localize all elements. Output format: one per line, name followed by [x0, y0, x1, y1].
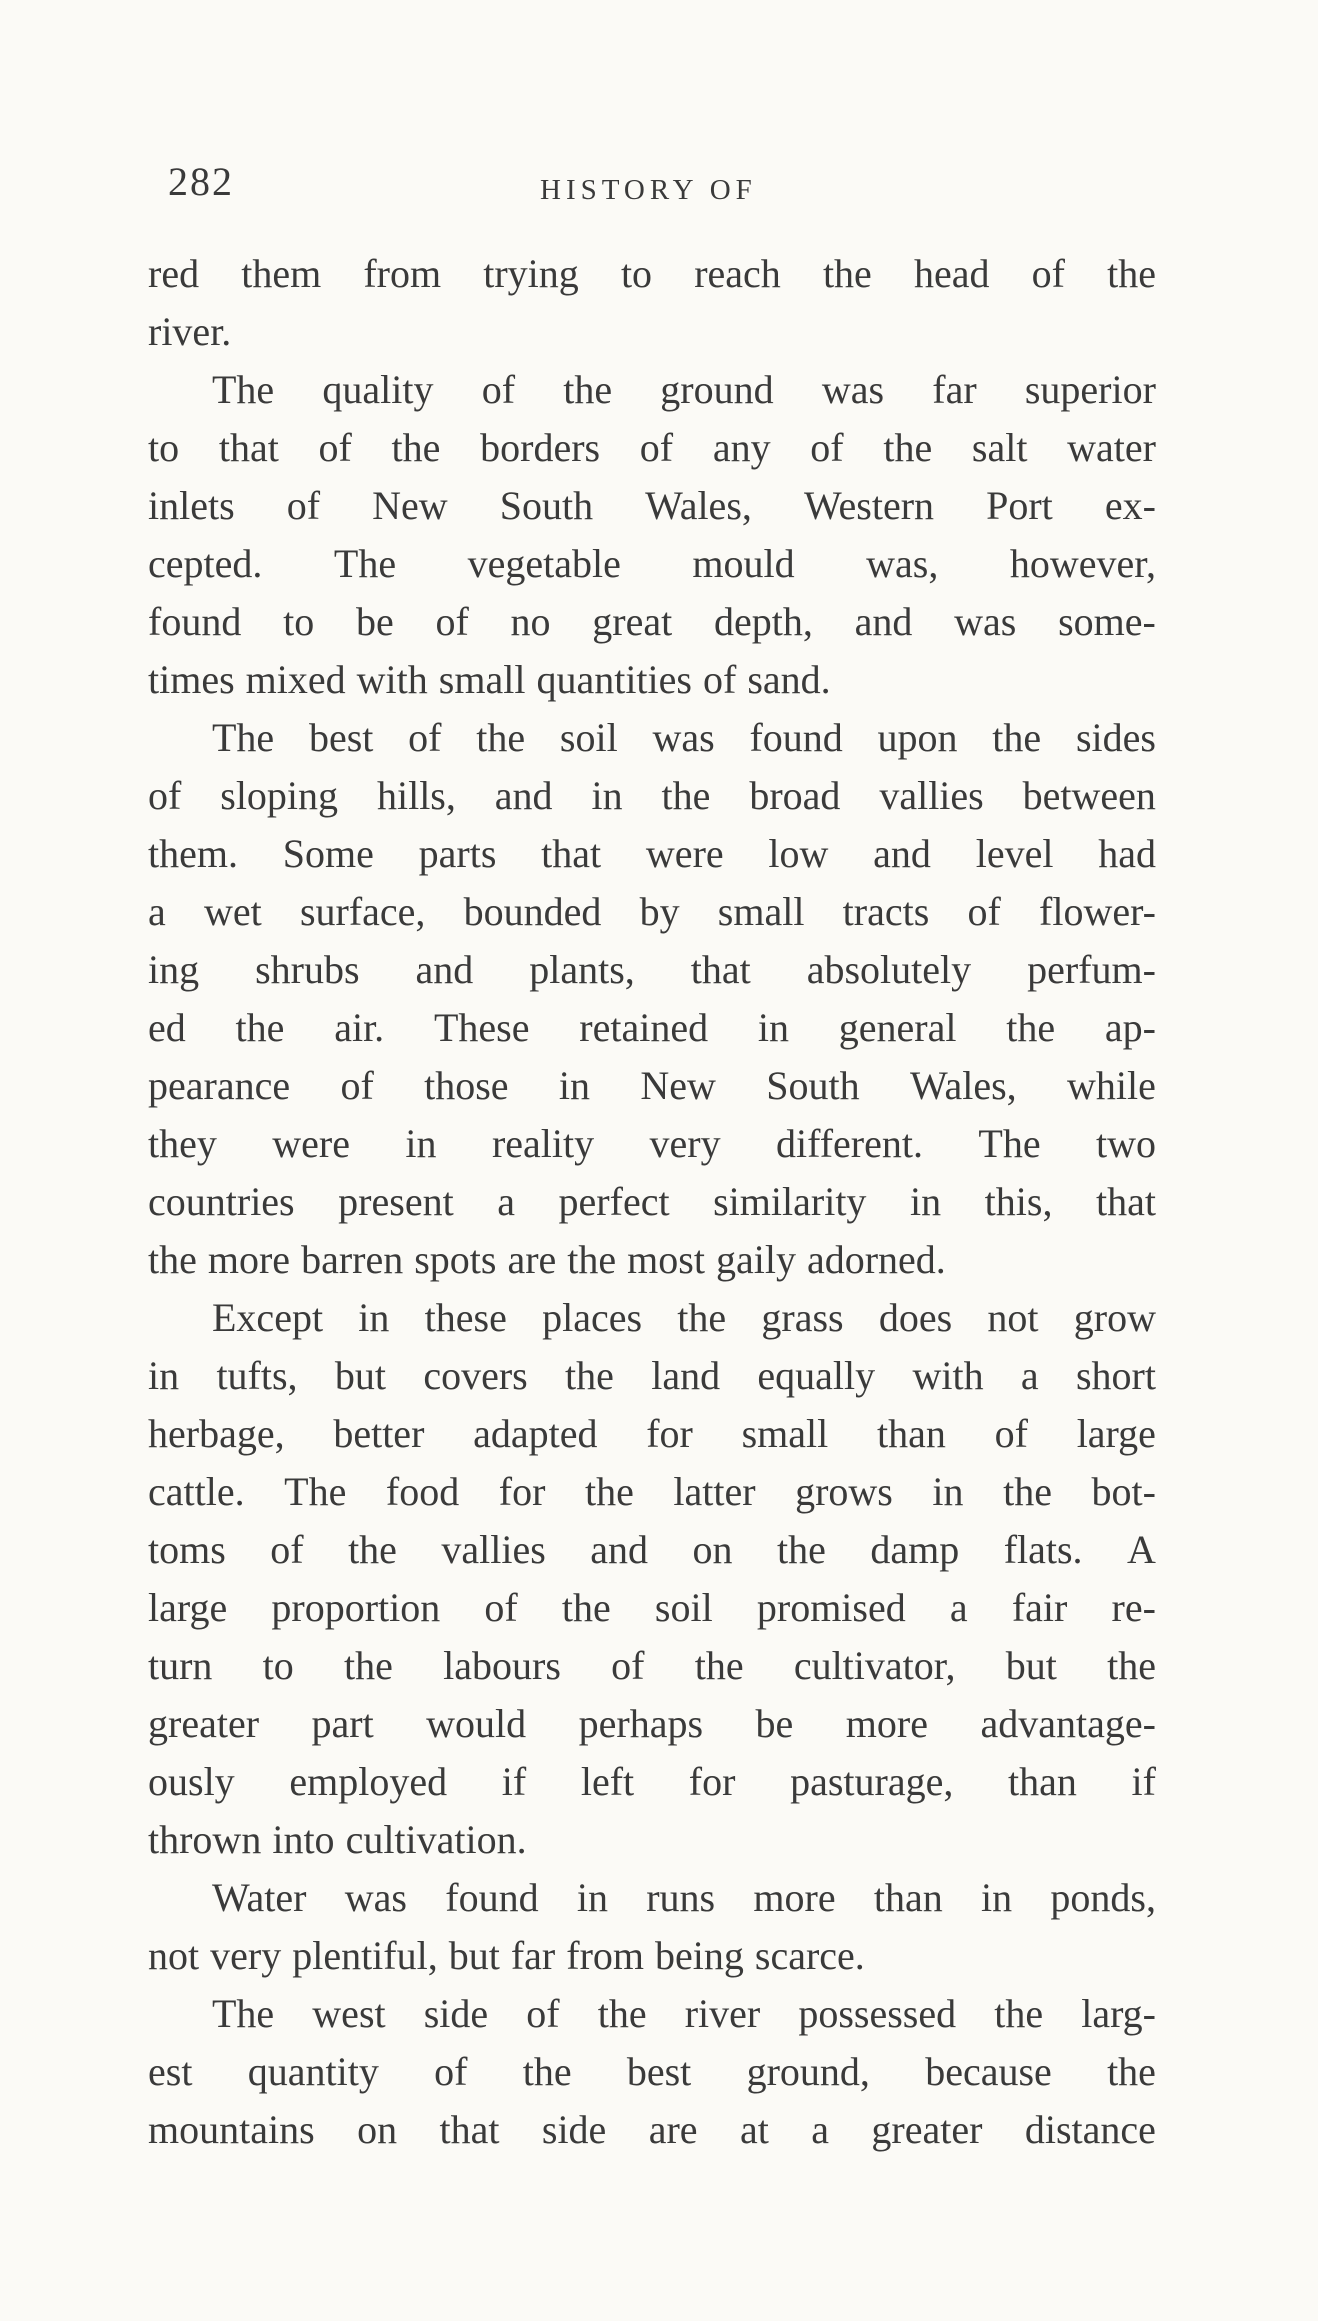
running-head: HISTORY OF	[540, 174, 757, 206]
text-line: est quantity of the best ground, because the	[148, 2049, 1156, 2094]
text-line: toms of the vallies and on the damp flats. A	[148, 1527, 1156, 1572]
text-line: cattle. The food for the latter grows in the bot-	[148, 1469, 1156, 1514]
text-line: river.	[148, 309, 232, 354]
text-line: found to be of no great depth, and was some-	[148, 599, 1156, 644]
text-line: times mixed with small quantities of sand.	[148, 657, 831, 702]
text-line: mountains on that side are at a greater distance	[148, 2107, 1156, 2152]
text-line: large proportion of the soil promised a fair re-	[148, 1585, 1156, 1630]
text-line: inlets of New South Wales, Western Port ex-	[148, 483, 1156, 528]
text-line: greater part would perhaps be more advantage-	[148, 1701, 1156, 1746]
text-line: ing shrubs and plants, that absolutely perfum-	[148, 947, 1156, 992]
page-number: 282	[168, 159, 234, 204]
text-line: a wet surface, bounded by small tracts of flower-	[148, 889, 1156, 934]
text-line: Water was found in runs more than in ponds,	[212, 1875, 1156, 1920]
text-line: the more barren spots are the most gaily adorned.	[148, 1237, 946, 1282]
text-line: The quality of the ground was far superior	[212, 367, 1156, 412]
text-line: ously employed if left for pasturage, than if	[148, 1759, 1156, 1804]
text-line: thrown into cultivation.	[148, 1817, 527, 1862]
text-line: herbage, better adapted for small than of large	[148, 1411, 1156, 1456]
text-line: The west side of the river possessed the larg-	[212, 1991, 1156, 2036]
text-line: ed the air. These retained in general the ap-	[148, 1005, 1156, 1050]
text-line: not very plentiful, but far from being scarce.	[148, 1933, 865, 1978]
text-line: they were in reality very different. The two	[148, 1121, 1156, 1166]
body-text	[148, 245, 1156, 2159]
text-line: them. Some parts that were low and level had	[148, 831, 1156, 876]
text-line: turn to the labours of the cultivator, but the	[148, 1643, 1156, 1688]
text-line: countries present a perfect similarity in this, that	[148, 1179, 1156, 1224]
text-line: The best of the soil was found upon the sides	[212, 715, 1156, 760]
page-header	[168, 158, 1168, 218]
text-line: pearance of those in New South Wales, while	[148, 1063, 1156, 1108]
text-line: to that of the borders of any of the salt water	[148, 425, 1156, 470]
text-line: red them from trying to reach the head of the	[148, 251, 1156, 296]
text-line: of sloping hills, and in the broad vallies between	[148, 773, 1156, 818]
text-line: in tufts, but covers the land equally with a short	[148, 1353, 1156, 1398]
text-line: cepted. The vegetable mould was, however,	[148, 541, 1156, 586]
text-line: Except in these places the grass does not grow	[212, 1295, 1156, 1340]
